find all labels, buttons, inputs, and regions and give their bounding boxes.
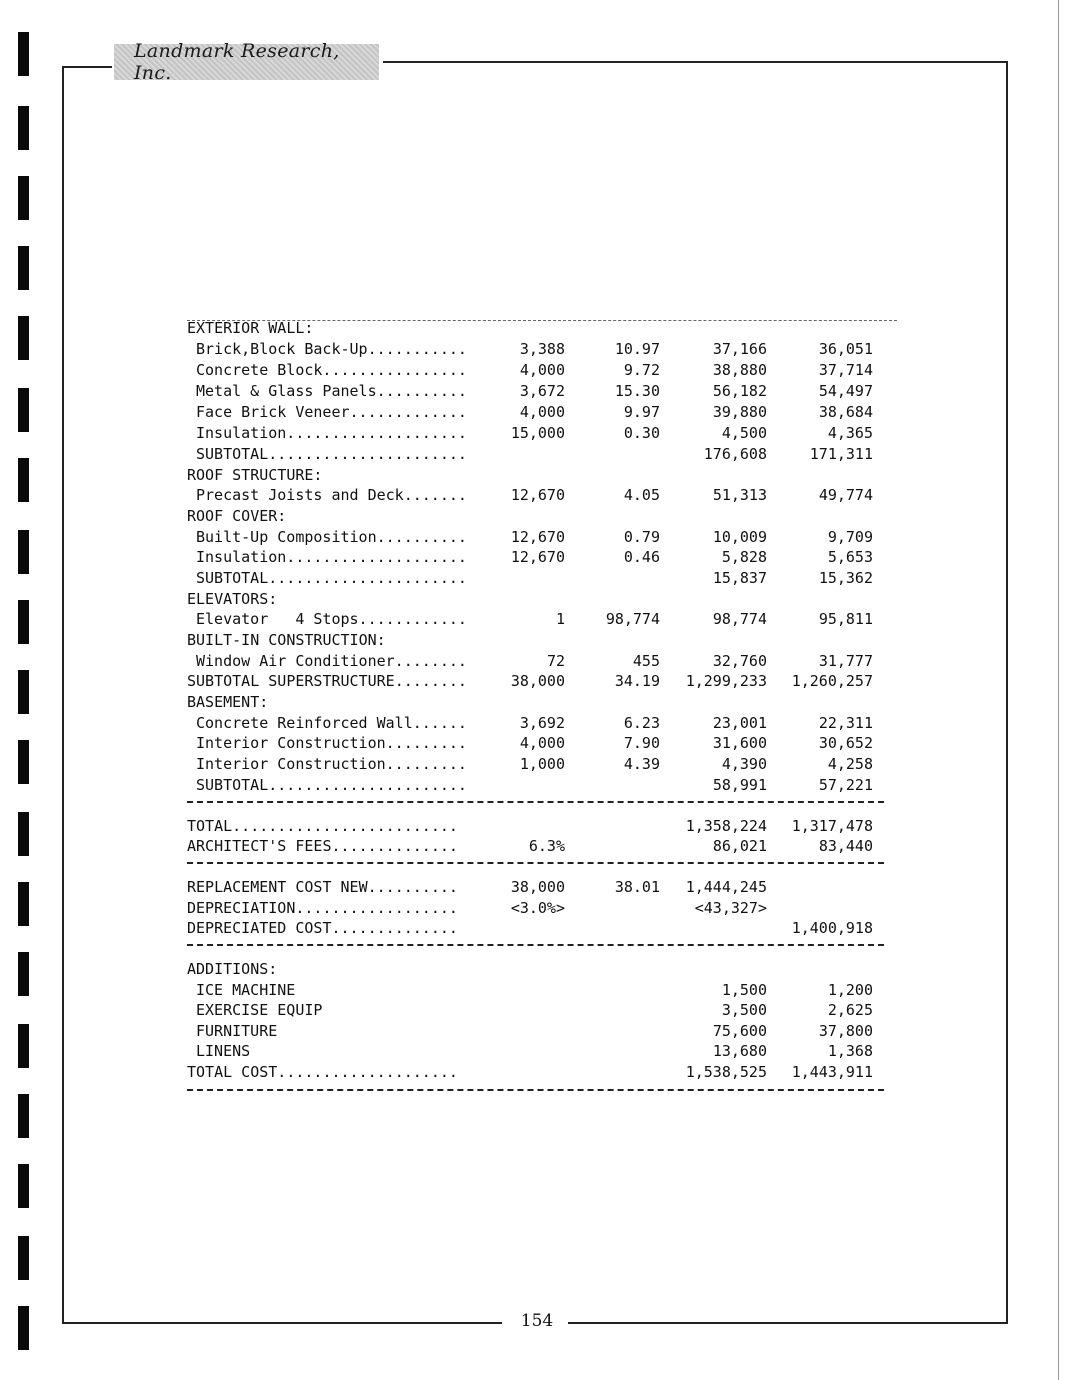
replacement-cost-cell: 176,608: [703, 445, 767, 463]
row-label: ROOF COVER:: [187, 507, 287, 525]
unit-cost-cell: 0.30: [623, 424, 660, 442]
table-row: [187, 898, 887, 919]
row-label: Metal & Glass Panels..........: [196, 382, 467, 400]
replacement-cost-cell: 10,009: [712, 528, 767, 546]
table-row: [187, 568, 887, 589]
replacement-cost-cell: 75,600: [712, 1022, 767, 1040]
replacement-cost-cell: 39,880: [712, 403, 767, 421]
quantity-cell: 15,000: [510, 424, 565, 442]
unit-cost-cell: 0.46: [623, 548, 660, 566]
row-label: SUBTOTAL......................: [196, 445, 467, 463]
row-label: TOTAL.........................: [187, 817, 458, 835]
replacement-cost-cell: 98,774: [712, 610, 767, 628]
row-label: ROOF STRUCTURE:: [187, 466, 323, 484]
replacement-cost-cell: 58,991: [712, 776, 767, 794]
depreciated-cost-cell: 9,709: [827, 528, 873, 546]
quantity-cell: 4,000: [519, 361, 565, 379]
binder-punch-mark: [18, 32, 29, 76]
section-divider: [187, 801, 884, 803]
depreciated-cost-cell: 171,311: [809, 445, 873, 463]
replacement-cost-cell: 23,001: [712, 714, 767, 732]
replacement-cost-cell: 5,828: [721, 548, 767, 566]
binder-punch-mark: [18, 670, 29, 714]
replacement-cost-cell: <43,327>: [694, 899, 767, 917]
row-label: DEPRECIATED COST..............: [187, 919, 458, 937]
binder-punch-mark: [18, 530, 29, 574]
replacement-cost-cell: 4,390: [721, 755, 767, 773]
table-row: [187, 547, 887, 568]
quantity-cell: 38,000: [510, 672, 565, 690]
table-row: [187, 506, 887, 527]
replacement-cost-cell: 56,182: [712, 382, 767, 400]
replacement-cost-cell: 4,500: [721, 424, 767, 442]
depreciated-cost-cell: 57,221: [818, 776, 873, 794]
table-row: [187, 980, 887, 1001]
section-divider: [187, 1089, 884, 1091]
binder-punch-mark: [18, 316, 29, 360]
depreciated-cost-cell: 1,200: [827, 981, 873, 999]
table-row: [187, 1021, 887, 1042]
depreciated-cost-cell: 4,258: [827, 755, 873, 773]
depreciated-cost-cell: 1,443,911: [791, 1063, 873, 1081]
row-label: BUILT-IN CONSTRUCTION:: [187, 631, 386, 649]
replacement-cost-cell: 86,021: [712, 837, 767, 855]
depreciated-cost-cell: 22,311: [818, 714, 873, 732]
frame-line: [383, 61, 1008, 63]
unit-cost-cell: 34.19: [614, 672, 660, 690]
depreciated-cost-cell: 31,777: [818, 652, 873, 670]
page-number: 154: [520, 1311, 554, 1331]
row-label: EXERCISE EQUIP: [196, 1001, 323, 1019]
table-row: [187, 609, 887, 630]
binder-punch-mark: [18, 740, 29, 784]
row-label: EXTERIOR WALL:: [187, 319, 314, 337]
row-label: LINENS: [196, 1042, 251, 1060]
row-label: REPLACEMENT COST NEW..........: [187, 878, 458, 896]
row-label: Window Air Conditioner........: [196, 652, 467, 670]
unit-cost-cell: 4.39: [623, 755, 660, 773]
replacement-cost-cell: 1,500: [721, 981, 767, 999]
replacement-cost-cell: 1,538,525: [685, 1063, 767, 1081]
binder-punch-mark: [18, 106, 29, 150]
row-label: Elevator 4 Stops............: [196, 610, 467, 628]
table-row: [187, 318, 887, 339]
table-row: [187, 836, 887, 857]
page-edge: [1058, 0, 1059, 1380]
table-row: [187, 423, 887, 444]
quantity-cell: 38,000: [510, 878, 565, 896]
company-logo: [114, 40, 379, 84]
replacement-cost-cell: 1,358,224: [685, 817, 767, 835]
row-label: Interior Construction.........: [196, 755, 467, 773]
binder-punch-mark: [18, 246, 29, 290]
row-label: Face Brick Veneer.............: [196, 403, 467, 421]
table-row: [187, 754, 887, 775]
table-row: [187, 465, 887, 486]
replacement-cost-cell: 13,680: [712, 1042, 767, 1060]
row-label: SUBTOTAL......................: [196, 776, 467, 794]
table-row: [187, 733, 887, 754]
depreciated-cost-cell: 83,440: [818, 837, 873, 855]
replacement-cost-cell: 38,880: [712, 361, 767, 379]
table-row: [187, 485, 887, 506]
unit-cost-cell: 38.01: [614, 878, 660, 896]
row-label: DEPRECIATION..................: [187, 899, 458, 917]
unit-cost-cell: 98,774: [605, 610, 660, 628]
row-label: Built-Up Composition..........: [196, 528, 467, 546]
depreciated-cost-cell: 38,684: [818, 403, 873, 421]
unit-cost-cell: 7.90: [623, 734, 660, 752]
replacement-cost-cell: 15,837: [712, 569, 767, 587]
binder-punch-mark: [18, 1236, 29, 1280]
row-label: BASEMENT:: [187, 693, 269, 711]
depreciated-cost-cell: 54,497: [818, 382, 873, 400]
quantity-cell: 3,692: [519, 714, 565, 732]
table-row: [187, 671, 887, 692]
depreciated-cost-cell: 37,800: [818, 1022, 873, 1040]
table-row: [187, 918, 887, 939]
depreciated-cost-cell: 49,774: [818, 486, 873, 504]
table-row: [187, 816, 887, 837]
frame-line: [62, 66, 112, 68]
binder-punch-mark: [18, 882, 29, 926]
quantity-cell: 4,000: [519, 734, 565, 752]
frame-line: [568, 1322, 1008, 1324]
row-label: Insulation....................: [196, 424, 467, 442]
depreciated-cost-cell: 2,625: [827, 1001, 873, 1019]
table-row: [187, 360, 887, 381]
binder-punch-mark: [18, 952, 29, 996]
table-row: [187, 651, 887, 672]
binder-punch-mark: [18, 1024, 29, 1068]
table-row: [187, 589, 887, 610]
row-label: ADDITIONS:: [187, 960, 278, 978]
binder-punch-mark: [18, 1094, 29, 1138]
depreciated-cost-cell: 4,365: [827, 424, 873, 442]
quantity-cell: 4,000: [519, 403, 565, 421]
row-label: ARCHITECT'S FEES..............: [187, 837, 458, 855]
row-label: ICE MACHINE: [196, 981, 296, 999]
frame-line: [1006, 61, 1008, 1322]
depreciated-cost-cell: 30,652: [818, 734, 873, 752]
depreciated-cost-cell: 1,400,918: [791, 919, 873, 937]
depreciated-cost-cell: 95,811: [818, 610, 873, 628]
frame-line: [62, 66, 64, 1322]
depreciated-cost-cell: 36,051: [818, 340, 873, 358]
unit-cost-cell: 6.23: [623, 714, 660, 732]
unit-cost-cell: 15.30: [614, 382, 660, 400]
row-label: FURNITURE: [196, 1022, 278, 1040]
quantity-cell: 3,672: [519, 382, 565, 400]
unit-cost-cell: 0.79: [623, 528, 660, 546]
unit-cost-cell: 4.05: [623, 486, 660, 504]
quantity-cell: 12,670: [510, 528, 565, 546]
quantity-cell: 72: [546, 652, 565, 670]
depreciated-cost-cell: 1,260,257: [791, 672, 873, 690]
row-label: Brick,Block Back-Up...........: [196, 340, 467, 358]
replacement-cost-cell: 3,500: [721, 1001, 767, 1019]
table-row: [187, 1000, 887, 1021]
quantity-cell: 1: [555, 610, 565, 628]
table-row: [187, 630, 887, 651]
replacement-cost-cell: 1,299,233: [685, 672, 767, 690]
replacement-cost-cell: 51,313: [712, 486, 767, 504]
replacement-cost-cell: 32,760: [712, 652, 767, 670]
binder-punch-mark: [18, 1306, 29, 1350]
depreciated-cost-cell: 5,653: [827, 548, 873, 566]
unit-cost-cell: 10.97: [614, 340, 660, 358]
table-row: [187, 713, 887, 734]
table-row: [187, 692, 887, 713]
table-row: [187, 775, 887, 796]
replacement-cost-cell: 1,444,245: [685, 878, 767, 896]
row-label: TOTAL COST....................: [187, 1063, 458, 1081]
replacement-cost-cell: 37,166: [712, 340, 767, 358]
table-row: [187, 1041, 887, 1062]
binder-punch-mark: [18, 388, 29, 432]
row-label: Interior Construction.........: [196, 734, 467, 752]
table-row: [187, 1062, 887, 1083]
row-label: SUBTOTAL SUPERSTRUCTURE........: [187, 672, 467, 690]
row-label: Concrete Block................: [196, 361, 467, 379]
binder-punch-mark: [18, 176, 29, 220]
row-label: Concrete Reinforced Wall......: [196, 714, 467, 732]
table-row: [187, 877, 887, 898]
row-label: ELEVATORS:: [187, 590, 278, 608]
table-row: [187, 527, 887, 548]
quantity-cell: 12,670: [510, 548, 565, 566]
row-label: Insulation....................: [196, 548, 467, 566]
section-divider: [187, 862, 884, 864]
replacement-cost-cell: 31,600: [712, 734, 767, 752]
row-label: SUBTOTAL......................: [196, 569, 467, 587]
depreciated-cost-cell: 1,368: [827, 1042, 873, 1060]
quantity-cell: 3,388: [519, 340, 565, 358]
quantity-cell: 12,670: [510, 486, 565, 504]
table-row: [187, 959, 887, 980]
depreciated-cost-cell: 15,362: [818, 569, 873, 587]
table-row: [187, 381, 887, 402]
row-label: Precast Joists and Deck.......: [196, 486, 467, 504]
quantity-cell: <3.0%>: [510, 899, 565, 917]
quantity-cell: 6.3%: [528, 837, 565, 855]
unit-cost-cell: 9.97: [623, 403, 660, 421]
quantity-cell: 1,000: [519, 755, 565, 773]
binder-punch-mark: [18, 600, 29, 644]
logo-text: Landmark Research, Inc.: [134, 40, 340, 84]
table-row: [187, 402, 887, 423]
unit-cost-cell: 455: [632, 652, 660, 670]
binder-punch-mark: [18, 458, 29, 502]
table-row: [187, 339, 887, 360]
frame-line: [62, 1322, 502, 1324]
table-row: [187, 444, 887, 465]
binder-punch-mark: [18, 812, 29, 856]
unit-cost-cell: 9.72: [623, 361, 660, 379]
section-divider: [187, 944, 884, 946]
binder-punch-mark: [18, 1164, 29, 1208]
depreciated-cost-cell: 37,714: [818, 361, 873, 379]
depreciated-cost-cell: 1,317,478: [791, 817, 873, 835]
